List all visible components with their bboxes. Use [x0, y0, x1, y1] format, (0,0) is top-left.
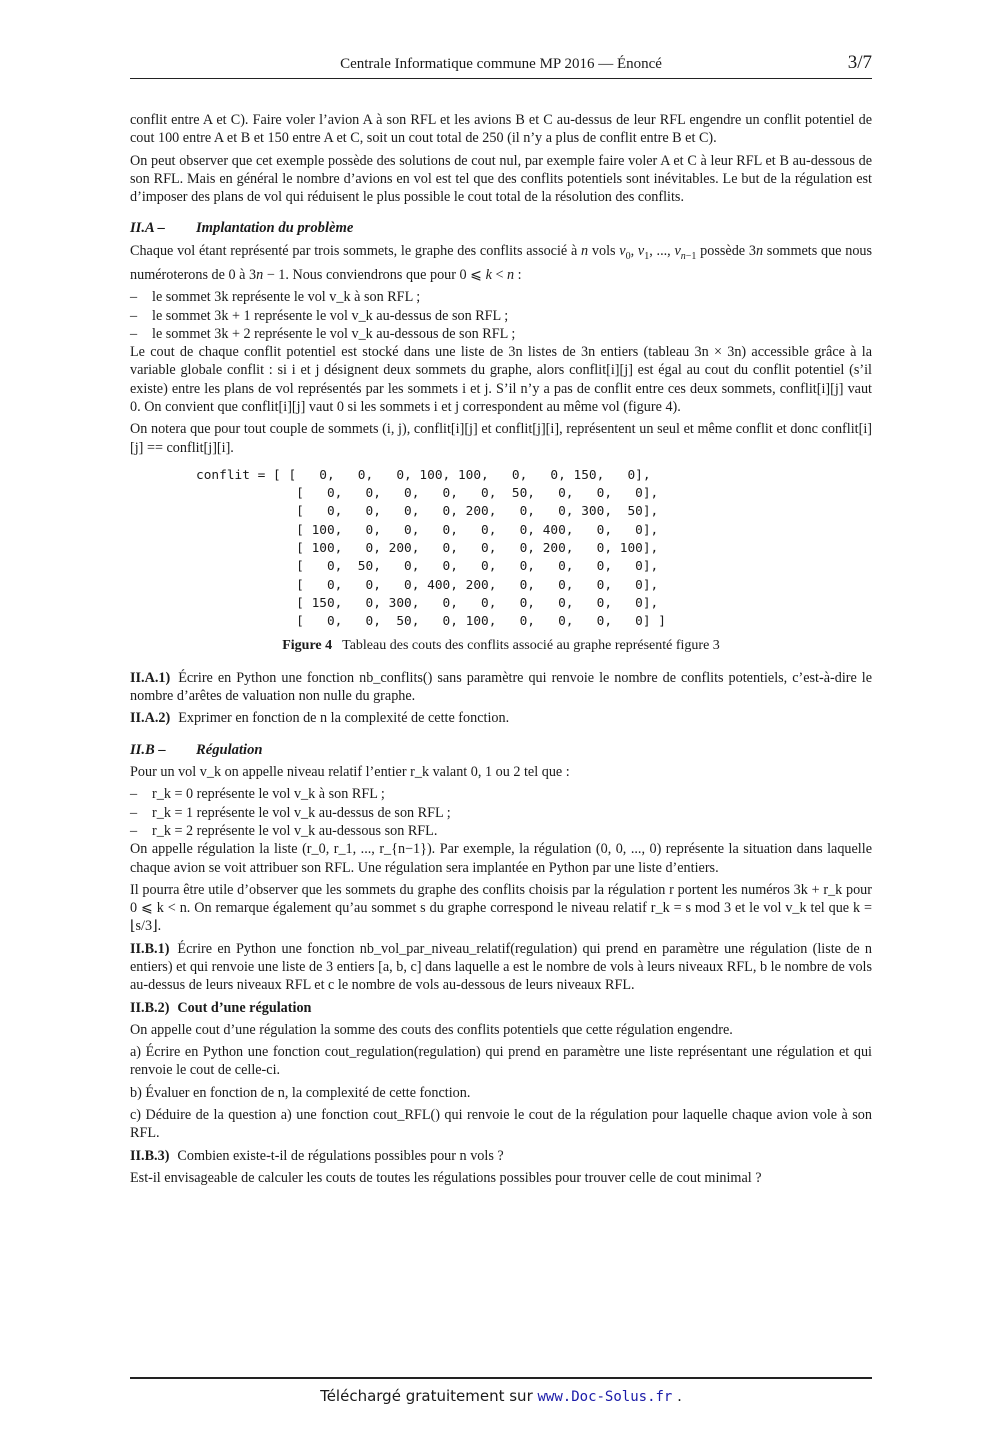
- code-line: [ 0, 0, 0, 400, 200, 0, 0, 0, 0],: [196, 577, 659, 593]
- code-line: [ 0, 0, 0, 0, 200, 0, 0, 300, 50],: [196, 504, 659, 520]
- question-b2-c: c) Déduire de la question a) une fonction cout_RFL() qui renvoie le cout de la régulation pour laquelle chaque avion vole à son RFL.: [130, 1107, 872, 1142]
- section-b-paragraph-2: On appelle régulation la liste (r_0, r_1, ..., r_{n−1}). Par exemple, la régulation (0, 0, ..., 0) représente la situation dans laquelle chaque avion se voit attribuer son RFL. Une régulation sera implantée en Python par une liste d’entiers.: [130, 841, 872, 876]
- code-line: [ 100, 0, 200, 0, 0, 0, 200, 0, 100],: [196, 541, 659, 557]
- section-heading-a: [130, 219, 872, 237]
- list-item: – le sommet 3k + 2 représente le vol v_k au-dessous de son RFL ;: [130, 325, 872, 343]
- conflict-matrix-code: [196, 467, 872, 632]
- section-title: Implantation du problème: [196, 220, 354, 237]
- section-a-paragraph-3: On notera que pour tout couple de sommets (i, j), conflit[i][j] et conflit[j][i], représentent un seul et même conflit et donc conflit[i][j] == conflit[j][i].: [130, 421, 872, 456]
- section-b-paragraph-1: Pour un vol v_k on appelle niveau relatif l’entier r_k valant 0, 1 ou 2 tel que :: [130, 764, 570, 781]
- section-title: Régulation: [196, 741, 263, 758]
- question-b2-heading: II.B.2) Cout d’une régulation: [130, 999, 312, 1016]
- code-line: conflit = [ [ 0, 0, 0, 100, 100, 0, 0, 150, 0],: [196, 467, 651, 483]
- figure-caption-text: Tableau des couts des conflits associé au graphe représenté figure 3: [342, 637, 720, 653]
- intro-paragraph-1: conflit entre A et C). Faire voler l’avion A à son RFL et les avions B et C au-dessus de leur RFL engendre un conflit potentiel de cout 100 entre A et B et 150 entre A et C, soit un cout total de 250 (il n’y a plus de conflit entre B et C).: [130, 112, 872, 147]
- list-item: – le sommet 3k + 1 représente le vol v_k au-dessus de son RFL ;: [130, 307, 872, 325]
- doc-solus-link[interactable]: www.Doc-Solus.fr: [537, 1389, 673, 1405]
- question-b1: II.B.1) Écrire en Python une fonction nb_vol_par_niveau_relatif(regulation) qui prend en paramètre une régulation (liste de n entiers) et qui renvoie une liste de 3 entiers [a, b, c] dans laquelle a est le nombre de vols à leurs niveaux RFL, b le nombre de vols au-dessus de leurs niveaux RFL et c le nombre de vols au-dessous de leurs niveaux RFL.: [130, 940, 872, 994]
- header-title: Centrale Informatique commune MP 2016 — Énoncé: [340, 56, 662, 72]
- list-item: – r_k = 0 représente le vol v_k à son RFL ;: [130, 785, 872, 803]
- footer-text: Téléchargé gratuitement sur: [320, 1387, 538, 1405]
- list-item: – r_k = 2 représente le vol v_k au-dessous son RFL.: [130, 822, 872, 840]
- question-b2-intro: On appelle cout d’une régulation la somme des couts des conflits potentiels que cette régulation engendre.: [130, 1021, 733, 1038]
- page-number: 3/7: [847, 52, 872, 73]
- section-number: II.B –: [130, 741, 166, 758]
- list-item: – le sommet 3k représente le vol v_k à son RFL ;: [130, 288, 872, 306]
- level-list: [130, 785, 872, 840]
- code-line: [ 0, 0, 0, 0, 0, 50, 0, 0, 0],: [196, 486, 659, 502]
- code-line: [ 150, 0, 300, 0, 0, 0, 0, 0, 0],: [196, 595, 659, 611]
- code-line: [ 100, 0, 0, 0, 0, 0, 400, 0, 0],: [196, 522, 659, 538]
- section-a-paragraph-1: Chaque vol étant représenté par trois sommets, le graphe des conflits associé à n vols $v_0$, $v_1$, ..., $v_{n-1}$ possède 3n sommets que nous numéroterons de 0 à 3n − 1. Nous conviendrons que pour 0 ⩽ k < n :: [130, 242, 873, 283]
- page-header: [130, 52, 872, 79]
- code-line: [ 0, 0, 50, 0, 100, 0, 0, 0, 0] ]: [196, 614, 666, 630]
- main-content: [130, 111, 872, 1191]
- question-b2-b: b) Évaluer en fonction de n, la complexité de cette fonction.: [130, 1084, 471, 1101]
- section-b-paragraph-3: Il pourra être utile d’observer que les sommets du graphe des conflits choisis par la régulation r portent les numéros 3k + r_k pour 0 ⩽ k < n. On remarque également qu’au sommet s du graphe correspond le niveau relatif r_k = s mod 3 et le vol v_k tel que k = ⌊s/3⌋.: [130, 881, 872, 935]
- footer-divider: [130, 1377, 872, 1379]
- list-item: – r_k = 1 représente le vol v_k au-dessus de son RFL ;: [130, 804, 872, 822]
- question-a1: II.A.1) Écrire en Python une fonction nb_conflits() sans paramètre qui renvoie le nombre de conflits potentiels, c’est-à-dire le nombre d’arêtes de valuation non nulle du graphe.: [130, 669, 872, 705]
- code-line: [ 0, 50, 0, 0, 0, 0, 0, 0, 0],: [196, 559, 659, 575]
- question-b2-a: a) Écrire en Python une fonction cout_regulation(regulation) qui prend en paramètre une liste représentant une régulation et qui renvoie le cout de celle-ci.: [130, 1044, 872, 1079]
- figure-caption: [130, 637, 872, 655]
- section-a-paragraph-2: Le cout de chaque conflit potentiel est stocké dans une liste de 3n listes de 3n entiers (tableau 3n × 3n) accessible grâce à la variable globale conflit : si i et j désignent deux sommets du graphe, alors conflit[i][j] est égal au cout du conflit potentiel (s’il existe) entre les plans de vol représentés par les sommets i et j. S’il n’y a pas de conflit entre ces deux sommets, conflit[i][j] vaut 0. On convient que conflit[i][j] vaut 0 si les sommets i et j correspondent au même vol (figure 4).: [130, 344, 872, 415]
- page-footer: [130, 1387, 872, 1405]
- figure-label: Figure 4: [282, 637, 333, 653]
- section-number: II.A –: [130, 220, 165, 237]
- footer-end: .: [672, 1387, 682, 1405]
- vertex-list: [130, 288, 872, 343]
- question-b3: II.B.3) Combien existe-t-il de régulations possibles pour n vols ?: [130, 1147, 504, 1164]
- intro-paragraph-2: On peut observer que cet exemple possède des solutions de cout nul, par exemple faire voler A et C à leur RFL et B au-dessous de son RFL. Mais en général le nombre d’avions en vol est tel que des conflits potentiels sont inévitables. Le but de la régulation est d’imposer des plans de vol qui réduisent le plus possible le cout total de la résolution des conflits.: [130, 152, 872, 206]
- section-heading-b: [130, 741, 872, 759]
- question-b3-followup: Est-il envisageable de calculer les couts de toutes les régulations possibles pour trouver celle de cout minimal ?: [130, 1169, 762, 1186]
- question-a2: II.A.2) Exprimer en fonction de n la complexité de cette fonction.: [130, 710, 510, 727]
